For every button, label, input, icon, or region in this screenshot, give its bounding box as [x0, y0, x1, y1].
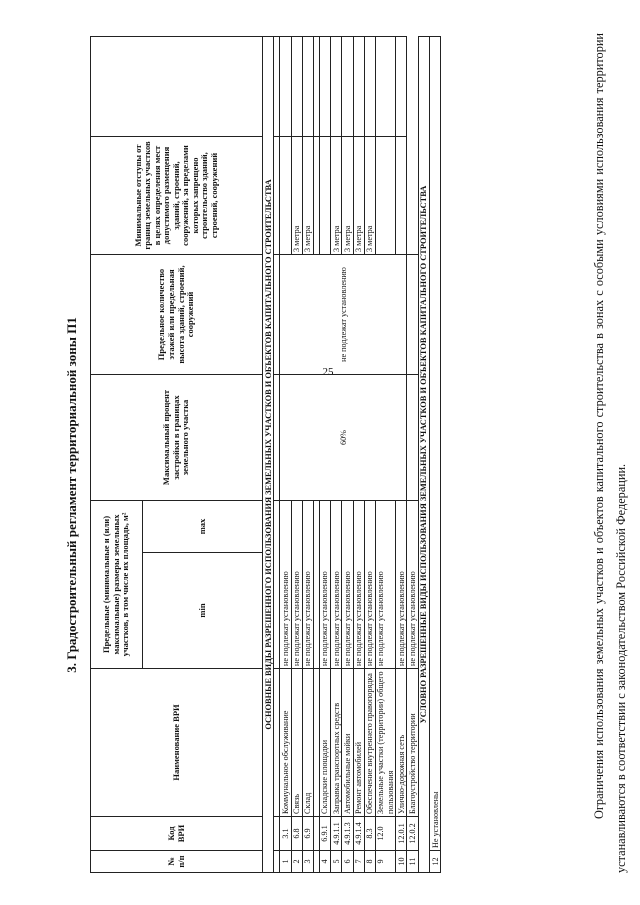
- restrictions-text: Ограничения использования земельных участков и объектов капитального строительства в зонах с особыми условиями использования территории устанавливаются в соответствии с законодательством Российской Федерации.: [592, 33, 628, 873]
- header-max: max: [143, 501, 263, 553]
- row-code: 4.9.1.1: [331, 817, 342, 851]
- row-name: Улично-дорожная сеть: [396, 669, 407, 817]
- row-blank: [342, 37, 353, 137]
- row-setback: 3 метра: [331, 137, 342, 255]
- row-code: 4.9.1.3: [342, 817, 353, 851]
- row-name: Складские площадки: [319, 669, 330, 817]
- row-num: 7: [353, 851, 364, 873]
- row-setback: 3 метра: [342, 137, 353, 255]
- row-size: не подлежат установлению: [331, 501, 342, 669]
- page-heading: 3. Градостроительный регламент территориальной зоны П1: [64, 317, 79, 673]
- row-num: 11: [407, 851, 418, 873]
- table-row: [280, 37, 291, 873]
- row-name: Земельные участки (территории) общего пользования: [375, 669, 395, 817]
- header-min: min: [143, 553, 263, 669]
- header-blank: [91, 37, 263, 137]
- row-size: не подлежат установлению: [342, 501, 353, 669]
- row-num: 12: [430, 851, 441, 873]
- row-code: 6.9: [302, 817, 313, 851]
- row-num: 1: [280, 851, 291, 873]
- header-coverage: Максимальный процент застройки в границах земельного участка: [91, 375, 263, 501]
- section-conditional-heading: УСЛОВНО РАЗРЕШЕННЫЕ ВИДЫ ИСПОЛЬЗОВАНИЯ ЗЕМЕЛЬНЫХ УЧАСТКОВ И ОБЪЕКТОВ КАПИТАЛЬНОГО СТРОИТЕЛЬСТВА: [418, 37, 429, 873]
- row-setback: 3 метра: [364, 137, 375, 255]
- row-code: 12.0.1: [396, 817, 407, 851]
- row-size: не подлежат установлению: [319, 501, 330, 669]
- row-name: Коммунальное обслуживание: [280, 669, 291, 817]
- row-code: 8.3: [364, 817, 375, 851]
- row-size: не подлежат установлению: [353, 501, 364, 669]
- table-row: [407, 37, 418, 873]
- row-blank: [407, 255, 418, 375]
- floors-value: не подлежат установлению: [280, 255, 407, 375]
- row-size: не подлежат установлению: [280, 501, 291, 669]
- header-name: Наименование ВРИ: [91, 669, 263, 817]
- row-num: 3: [302, 851, 313, 873]
- row-num: 4: [319, 851, 330, 873]
- row-name: Автомобильные мойки: [342, 669, 353, 817]
- row-blank: [375, 37, 395, 137]
- row-num: 10: [396, 851, 407, 873]
- header-setbacks: Минимальные отступы от границ земельных участков в целях определения мест допустимого размещения зданий, строений, сооружений, за пределами которых запрещено строительство зданий, строений, сооружений: [91, 137, 263, 255]
- row-name: Заправка транспортных средств: [331, 669, 342, 817]
- row-blank: [353, 37, 364, 137]
- row-size: не подлежат установлению: [375, 501, 395, 669]
- row-name: Ремонт автомобилей: [353, 669, 364, 817]
- row-size: не подлежат установлению: [302, 501, 313, 669]
- row-text: Не установлены: [430, 37, 441, 851]
- row-setback: [396, 137, 407, 255]
- row-code: 6.9.1: [319, 817, 330, 851]
- row-name: Склад: [302, 669, 313, 817]
- header-size-group: Предельные (минимальные и (или) максимальные) размеры земельных участков, в том числе их площадь, м²: [91, 501, 143, 669]
- row-blank: [364, 37, 375, 137]
- row-setback: [407, 375, 418, 501]
- header-num: № п/п: [91, 851, 263, 873]
- row-code: 6.8: [291, 817, 302, 851]
- row-blank: [280, 37, 291, 137]
- coverage-value: 60%: [280, 375, 407, 501]
- row-blank: [319, 37, 330, 137]
- page-number: 25: [322, 366, 334, 378]
- header-floors: Предельное количество этажей или предельная высота зданий, строений, сооружений: [91, 255, 263, 375]
- table-row: [430, 37, 441, 873]
- row-code: 3.1: [280, 817, 291, 851]
- row-blank: [302, 37, 313, 137]
- row-name: Обеспечение внутреннего правопорядка: [364, 669, 375, 817]
- row-blank: [331, 37, 342, 137]
- row-setback: [319, 137, 330, 255]
- restrictions-paragraph: [588, 33, 632, 873]
- header-code: Код ВРИ: [91, 817, 263, 851]
- row-size: не подлежат установлению: [291, 501, 302, 669]
- row-setback: [280, 137, 291, 255]
- row-name: Благоустройство территории: [407, 669, 418, 817]
- row-setback: 3 метра: [291, 137, 302, 255]
- row-size: не подлежат установлению: [364, 501, 375, 669]
- row-size: не подлежат установлению: [407, 501, 418, 669]
- section-main-heading: ОСНОВНЫЕ ВИДЫ РАЗРЕШЕННОГО ИСПОЛЬЗОВАНИЯ ЗЕМЕЛЬНЫХ УЧАСТКОВ И ОБЪЕКТОВ КАПИТАЛЬНОГО СТРОИТЕЛЬСТВА: [263, 37, 274, 873]
- row-num: 6: [342, 851, 353, 873]
- row-num: 8: [364, 851, 375, 873]
- row-code: 12.0.2: [407, 817, 418, 851]
- row-code: 12.0: [375, 817, 395, 851]
- row-setback: 3 метра: [353, 137, 364, 255]
- row-size: не подлежат установлению: [396, 501, 407, 669]
- row-num: 9: [375, 851, 395, 873]
- row-setback: 3 метра: [302, 137, 313, 255]
- row-blank: [396, 37, 407, 137]
- row-num: 2: [291, 851, 302, 873]
- row-name: Связь: [291, 669, 302, 817]
- row-blank: [291, 37, 302, 137]
- row-code: 4.9.1.4: [353, 817, 364, 851]
- row-num: 5: [331, 851, 342, 873]
- row-setback: [375, 137, 395, 255]
- regulation-table: [90, 36, 441, 873]
